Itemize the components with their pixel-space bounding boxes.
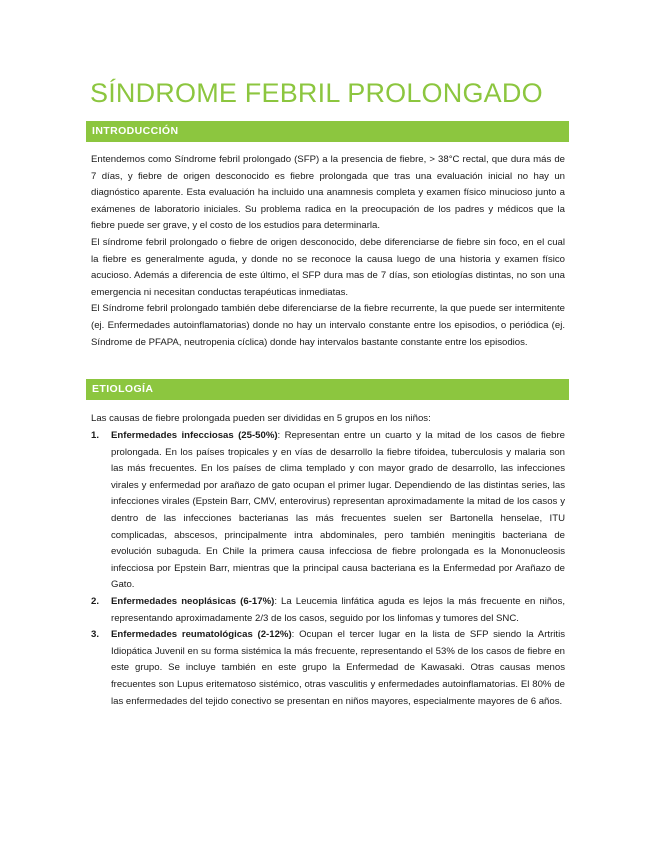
etiology-intro: Las causas de fiebre prolongada pueden ser divididas en 5 grupos en los niños: <box>91 413 431 424</box>
intro-paragraph-1: Entendemos como Síndrome febril prolongado (SFP) a la presencia de fiebre, > 38°C rectal, que dura más de 7 días, y fiebre de origen desconocido es fiebre prolongada que tras una evaluación inicial no hay un diagnóstico aparente. Esta evaluación ha incluido una anamnesis completa y examen físico minucioso junto a exámenes de laboratorio iniciales. Su problema radica en la preocupación de los padres y médicos que la fiebre puede ser grave, y el costo de los estudios para determinarla. <box>91 154 565 232</box>
intro-paragraph-2: El síndrome febril prolongado o fiebre de origen desconocido, debe diferenciarse de fiebre sin foco, en el cual la fiebre es generalmente aguda, y donde no se reconoce la causa luego de una historia y examen físico acucioso. Además a diferencia de este último, el SFP dura mas de 7 días, son etiologías distintas, no son una emergencia ni necesitan conductas terapéuticas inmediatas. <box>91 236 565 298</box>
list-item <box>91 594 565 627</box>
list-item <box>91 428 565 594</box>
list-item-number: 3. <box>91 629 100 641</box>
list-item-text: : La Leucemia linfática aguda es lejos la más frecuente en niños, representando aproximadamente 2/3 de los casos, seguido por los linfomas y tumores del SNC. <box>111 595 565 624</box>
list-item-lead: Enfermedades neoplásicas (6-17%) <box>111 595 275 607</box>
section-heading-introduccion: INTRODUCCIÓN <box>86 121 569 142</box>
intro-text <box>91 152 565 351</box>
list-item-lead: Enfermedades infecciosas (25-50%) <box>111 430 278 441</box>
list-item-number: 1. <box>91 430 100 441</box>
list-item-number: 2. <box>91 595 100 607</box>
list-item-text: : Representan entre un cuarto y la mitad de los casos de fiebre prolongada. En los países tropicales y en vías de desarrollo la fiebre tifoidea, tuberculosis y malaria son las más frecuentes. En los países de clima templado y con mayor grado de desarrollo, las infecciones virales y enfermedad por arañazo de gato ocupan el primer lugar. Dependiendo de las distintas series, las infecciones virales (Epstein Barr, CMV, enterovirus) representan aproximadamente la mitad de los casos y dentro de las infecciones bacterianas las más frecuentes suelen ser Bartonella henselae, ITU complicadas, abscesos, principalmente intra abdominales, pero también meningitis bacteriana de evolución subaguda. En Chile la primera causa infecciosa de fiebre prolongada es la Mononucleosis infecciosa por Epstein Barr, mientras que la principal causa bacteriana es la Enfermedad por Arañazo de Gato. <box>111 430 565 591</box>
etiology-list <box>91 428 565 710</box>
list-item-text: : Ocupan el tercer lugar en la lista de SFP siendo la Artritis Idiopática Juvenil en su forma sistémica la más frecuente, representando el 53% de los casos de fiebre en este grupo. Se incluye también en este grupo la Enfermedad de Kawasaki. Otras causas menos frecuentes son Lupus eritematoso sistémico, otras vasculitis y enfermedades autoinflamatorias. El 80% de las enfermedades del tejido conectivo se presentan en niños mayores, especialmente mayores de 6 años. <box>111 629 565 707</box>
list-item <box>91 627 565 710</box>
section-heading-etiologia: ETIOLOGÍA <box>86 379 569 400</box>
list-item-lead: Enfermedades reumatológicas (2-12%) <box>111 629 292 641</box>
intro-paragraph-3: El Síndrome febril prolongado también debe diferenciarse de la fiebre recurrente, la que puede ser intermitente (ej. Enfermedades autoinflamatorias) donde no hay un intervalo constante entre los episodios, o periódica (ej. Síndrome de PFAPA, neutropenia cíclica) donde hay intervalos bastante constante entre los episodios. <box>91 303 565 348</box>
page-title: SÍNDROME FEBRIL PROLONGADO <box>90 78 543 108</box>
